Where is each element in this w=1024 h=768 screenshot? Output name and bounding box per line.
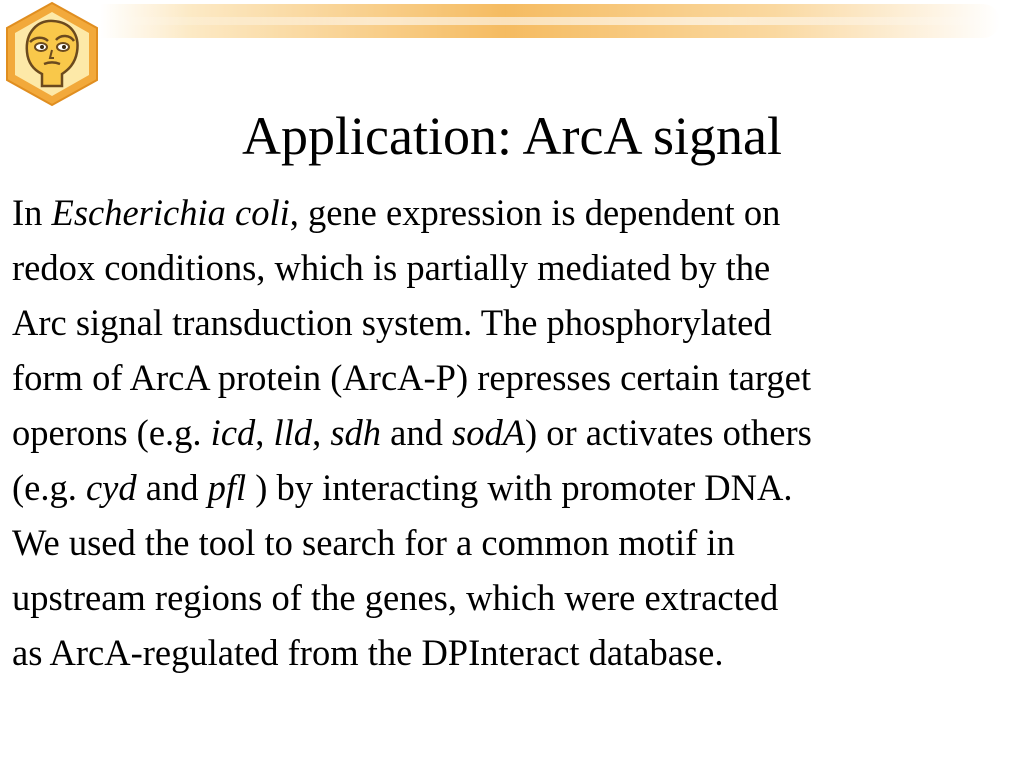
italic-term: sdh: [330, 412, 382, 453]
body-text-run: In: [12, 192, 52, 233]
body-text-run: ) or activates others: [524, 412, 812, 453]
body-text-run: as ArcA-regulated from the DPInteract database.: [12, 632, 724, 673]
body-text-run: and: [381, 412, 452, 453]
body-line: [12, 460, 1016, 515]
body-line: [12, 295, 1016, 350]
body-text-run: ,: [255, 412, 274, 453]
italic-term: icd: [210, 412, 256, 453]
body-line: [12, 185, 1016, 240]
body-line: [12, 350, 1016, 405]
body-text-run: form of ArcA protein (ArcA-P) represses certain target: [12, 357, 811, 398]
body-line: [12, 625, 1016, 680]
italic-term: sodA: [451, 412, 525, 453]
decorative-top-band: [100, 4, 1000, 38]
slide-body-text: [12, 185, 1016, 680]
body-text-run: (e.g.: [12, 467, 86, 508]
body-text-run: We used the tool to search for a common motif in: [12, 522, 735, 563]
slide-title: Application: ArcA signal: [242, 106, 782, 166]
italic-term: Escherichia coli: [51, 192, 290, 233]
body-line: [12, 515, 1016, 570]
body-text-run: ,: [312, 412, 331, 453]
body-line: [12, 405, 1016, 460]
body-text-run: upstream regions of the genes, which were extracted: [12, 577, 779, 618]
body-line: [12, 240, 1016, 295]
body-text-run: and: [136, 467, 208, 508]
italic-term: cyd: [85, 467, 137, 508]
body-text-run: redox conditions, which is partially mediated by the: [12, 247, 771, 288]
thinking-face-hexagon-icon: [0, 0, 104, 108]
italic-term: lld: [273, 412, 313, 453]
body-line: [12, 570, 1016, 625]
italic-term: pfl: [207, 467, 247, 508]
body-text-run: ) by interacting with promoter DNA.: [246, 467, 793, 508]
body-text-run: operons (e.g.: [12, 412, 211, 453]
body-text-run: , gene expression is dependent on: [289, 192, 781, 233]
body-text-run: Arc signal transduction system. The phosphorylated: [12, 302, 772, 343]
